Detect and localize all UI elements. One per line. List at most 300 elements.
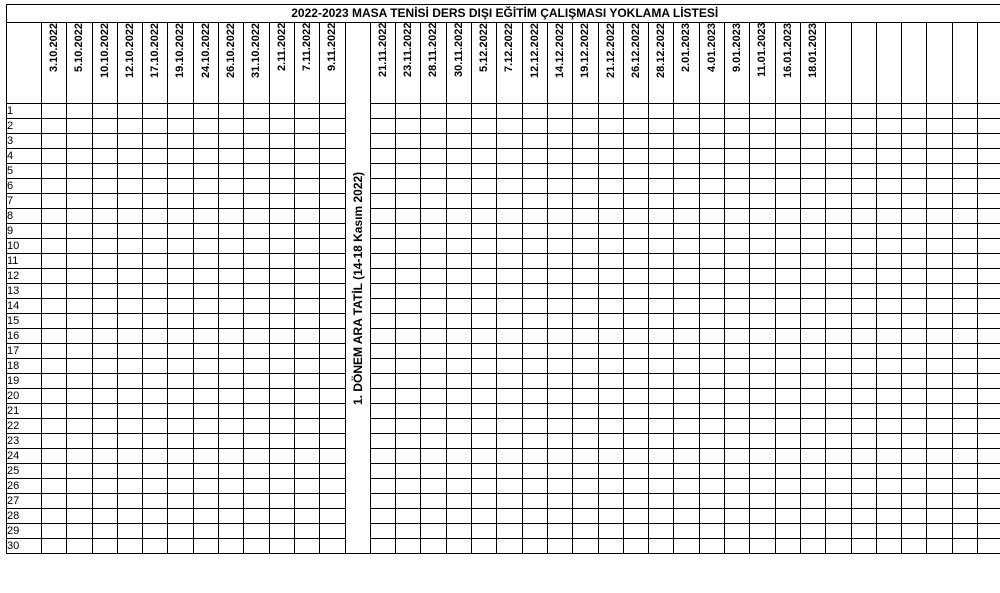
- attendance-cell[interactable]: [219, 449, 244, 464]
- attendance-cell[interactable]: [573, 344, 598, 359]
- attendance-cell[interactable]: [446, 419, 471, 434]
- attendance-cell[interactable]: [699, 374, 724, 389]
- attendance-cell[interactable]: [902, 194, 927, 209]
- attendance-cell[interactable]: [92, 359, 117, 374]
- attendance-cell[interactable]: [623, 389, 648, 404]
- attendance-cell[interactable]: [320, 254, 345, 269]
- attendance-cell[interactable]: [522, 389, 547, 404]
- attendance-cell[interactable]: [851, 104, 876, 119]
- attendance-cell[interactable]: [117, 224, 142, 239]
- attendance-cell[interactable]: [396, 119, 421, 134]
- attendance-cell[interactable]: [244, 134, 269, 149]
- attendance-cell[interactable]: [775, 494, 800, 509]
- attendance-cell[interactable]: [244, 389, 269, 404]
- attendance-cell[interactable]: [573, 359, 598, 374]
- attendance-cell[interactable]: [370, 389, 395, 404]
- attendance-cell[interactable]: [117, 509, 142, 524]
- attendance-cell[interactable]: [952, 284, 977, 299]
- attendance-cell[interactable]: [598, 449, 623, 464]
- attendance-cell[interactable]: [851, 524, 876, 539]
- attendance-cell[interactable]: [42, 149, 67, 164]
- attendance-cell[interactable]: [623, 254, 648, 269]
- attendance-cell[interactable]: [927, 149, 952, 164]
- attendance-cell[interactable]: [952, 269, 977, 284]
- attendance-cell[interactable]: [750, 464, 775, 479]
- attendance-cell[interactable]: [902, 119, 927, 134]
- attendance-cell[interactable]: [320, 134, 345, 149]
- attendance-cell[interactable]: [219, 119, 244, 134]
- attendance-cell[interactable]: [269, 359, 294, 374]
- attendance-cell[interactable]: [547, 269, 572, 284]
- attendance-cell[interactable]: [370, 434, 395, 449]
- attendance-cell[interactable]: [699, 539, 724, 554]
- attendance-cell[interactable]: [421, 524, 446, 539]
- attendance-cell[interactable]: [446, 104, 471, 119]
- attendance-cell[interactable]: [42, 104, 67, 119]
- attendance-cell[interactable]: [851, 149, 876, 164]
- attendance-cell[interactable]: [472, 419, 497, 434]
- attendance-cell[interactable]: [294, 194, 319, 209]
- attendance-cell[interactable]: [117, 419, 142, 434]
- attendance-cell[interactable]: [952, 434, 977, 449]
- attendance-cell[interactable]: [826, 464, 851, 479]
- attendance-cell[interactable]: [168, 299, 193, 314]
- attendance-cell[interactable]: [977, 179, 1000, 194]
- attendance-cell[interactable]: [396, 239, 421, 254]
- attendance-cell[interactable]: [294, 539, 319, 554]
- attendance-cell[interactable]: [294, 209, 319, 224]
- attendance-cell[interactable]: [952, 209, 977, 224]
- attendance-cell[interactable]: [674, 224, 699, 239]
- attendance-cell[interactable]: [826, 449, 851, 464]
- attendance-cell[interactable]: [421, 134, 446, 149]
- attendance-cell[interactable]: [269, 299, 294, 314]
- attendance-cell[interactable]: [42, 404, 67, 419]
- attendance-cell[interactable]: [472, 119, 497, 134]
- attendance-cell[interactable]: [67, 539, 92, 554]
- attendance-cell[interactable]: [699, 524, 724, 539]
- attendance-cell[interactable]: [649, 194, 674, 209]
- attendance-cell[interactable]: [396, 209, 421, 224]
- attendance-cell[interactable]: [876, 494, 901, 509]
- attendance-cell[interactable]: [396, 344, 421, 359]
- attendance-cell[interactable]: [421, 164, 446, 179]
- attendance-cell[interactable]: [168, 464, 193, 479]
- attendance-cell[interactable]: [927, 194, 952, 209]
- attendance-cell[interactable]: [472, 149, 497, 164]
- attendance-cell[interactable]: [42, 179, 67, 194]
- attendance-cell[interactable]: [370, 179, 395, 194]
- attendance-cell[interactable]: [800, 179, 825, 194]
- attendance-cell[interactable]: [92, 344, 117, 359]
- attendance-cell[interactable]: [952, 404, 977, 419]
- attendance-cell[interactable]: [42, 224, 67, 239]
- attendance-cell[interactable]: [143, 224, 168, 239]
- attendance-cell[interactable]: [522, 344, 547, 359]
- attendance-cell[interactable]: [851, 134, 876, 149]
- attendance-cell[interactable]: [977, 284, 1000, 299]
- attendance-cell[interactable]: [294, 449, 319, 464]
- attendance-cell[interactable]: [623, 359, 648, 374]
- attendance-cell[interactable]: [497, 344, 522, 359]
- attendance-cell[interactable]: [573, 284, 598, 299]
- attendance-cell[interactable]: [421, 434, 446, 449]
- attendance-cell[interactable]: [573, 299, 598, 314]
- attendance-cell[interactable]: [269, 194, 294, 209]
- attendance-cell[interactable]: [674, 314, 699, 329]
- attendance-cell[interactable]: [269, 284, 294, 299]
- attendance-cell[interactable]: [446, 314, 471, 329]
- attendance-cell[interactable]: [421, 449, 446, 464]
- attendance-cell[interactable]: [674, 239, 699, 254]
- attendance-cell[interactable]: [674, 539, 699, 554]
- attendance-cell[interactable]: [952, 374, 977, 389]
- attendance-cell[interactable]: [168, 479, 193, 494]
- attendance-cell[interactable]: [244, 284, 269, 299]
- attendance-cell[interactable]: [522, 539, 547, 554]
- attendance-cell[interactable]: [623, 134, 648, 149]
- attendance-cell[interactable]: [269, 389, 294, 404]
- attendance-cell[interactable]: [92, 389, 117, 404]
- attendance-cell[interactable]: [421, 239, 446, 254]
- attendance-cell[interactable]: [42, 269, 67, 284]
- attendance-cell[interactable]: [876, 404, 901, 419]
- attendance-cell[interactable]: [67, 224, 92, 239]
- attendance-cell[interactable]: [902, 164, 927, 179]
- attendance-cell[interactable]: [750, 284, 775, 299]
- attendance-cell[interactable]: [902, 464, 927, 479]
- attendance-cell[interactable]: [800, 419, 825, 434]
- attendance-cell[interactable]: [244, 539, 269, 554]
- attendance-cell[interactable]: [269, 464, 294, 479]
- attendance-cell[interactable]: [826, 434, 851, 449]
- attendance-cell[interactable]: [826, 239, 851, 254]
- attendance-cell[interactable]: [826, 299, 851, 314]
- attendance-cell[interactable]: [320, 389, 345, 404]
- attendance-cell[interactable]: [725, 254, 750, 269]
- attendance-cell[interactable]: [547, 494, 572, 509]
- attendance-cell[interactable]: [775, 209, 800, 224]
- attendance-cell[interactable]: [598, 404, 623, 419]
- attendance-cell[interactable]: [876, 374, 901, 389]
- attendance-cell[interactable]: [952, 239, 977, 254]
- attendance-cell[interactable]: [775, 149, 800, 164]
- attendance-cell[interactable]: [244, 239, 269, 254]
- attendance-cell[interactable]: [547, 239, 572, 254]
- attendance-cell[interactable]: [952, 224, 977, 239]
- attendance-cell[interactable]: [725, 239, 750, 254]
- attendance-cell[interactable]: [370, 494, 395, 509]
- attendance-cell[interactable]: [902, 269, 927, 284]
- attendance-cell[interactable]: [598, 539, 623, 554]
- attendance-cell[interactable]: [598, 254, 623, 269]
- attendance-cell[interactable]: [396, 254, 421, 269]
- attendance-cell[interactable]: [547, 479, 572, 494]
- attendance-cell[interactable]: [396, 374, 421, 389]
- attendance-cell[interactable]: [649, 254, 674, 269]
- attendance-cell[interactable]: [623, 104, 648, 119]
- attendance-cell[interactable]: [143, 134, 168, 149]
- attendance-cell[interactable]: [421, 374, 446, 389]
- attendance-cell[interactable]: [699, 479, 724, 494]
- attendance-cell[interactable]: [775, 344, 800, 359]
- attendance-cell[interactable]: [977, 494, 1000, 509]
- attendance-cell[interactable]: [497, 329, 522, 344]
- attendance-cell[interactable]: [497, 464, 522, 479]
- attendance-cell[interactable]: [396, 224, 421, 239]
- attendance-cell[interactable]: [699, 389, 724, 404]
- attendance-cell[interactable]: [598, 119, 623, 134]
- attendance-cell[interactable]: [446, 404, 471, 419]
- attendance-cell[interactable]: [219, 254, 244, 269]
- attendance-cell[interactable]: [396, 194, 421, 209]
- attendance-cell[interactable]: [522, 164, 547, 179]
- attendance-cell[interactable]: [952, 299, 977, 314]
- attendance-cell[interactable]: [67, 419, 92, 434]
- attendance-cell[interactable]: [396, 539, 421, 554]
- attendance-cell[interactable]: [497, 104, 522, 119]
- attendance-cell[interactable]: [421, 269, 446, 284]
- attendance-cell[interactable]: [674, 329, 699, 344]
- attendance-cell[interactable]: [725, 224, 750, 239]
- attendance-cell[interactable]: [294, 254, 319, 269]
- attendance-cell[interactable]: [826, 524, 851, 539]
- attendance-cell[interactable]: [826, 284, 851, 299]
- attendance-cell[interactable]: [320, 104, 345, 119]
- attendance-cell[interactable]: [775, 479, 800, 494]
- attendance-cell[interactable]: [396, 524, 421, 539]
- attendance-cell[interactable]: [725, 464, 750, 479]
- attendance-cell[interactable]: [623, 314, 648, 329]
- attendance-cell[interactable]: [750, 479, 775, 494]
- attendance-cell[interactable]: [927, 314, 952, 329]
- attendance-cell[interactable]: [370, 344, 395, 359]
- attendance-cell[interactable]: [725, 119, 750, 134]
- attendance-cell[interactable]: [219, 284, 244, 299]
- attendance-cell[interactable]: [876, 359, 901, 374]
- attendance-cell[interactable]: [851, 539, 876, 554]
- attendance-cell[interactable]: [42, 329, 67, 344]
- attendance-cell[interactable]: [573, 254, 598, 269]
- attendance-cell[interactable]: [370, 539, 395, 554]
- attendance-cell[interactable]: [67, 179, 92, 194]
- attendance-cell[interactable]: [547, 524, 572, 539]
- attendance-cell[interactable]: [800, 509, 825, 524]
- attendance-cell[interactable]: [117, 284, 142, 299]
- attendance-cell[interactable]: [573, 314, 598, 329]
- attendance-cell[interactable]: [649, 149, 674, 164]
- attendance-cell[interactable]: [598, 329, 623, 344]
- attendance-cell[interactable]: [42, 539, 67, 554]
- attendance-cell[interactable]: [446, 134, 471, 149]
- attendance-cell[interactable]: [573, 149, 598, 164]
- attendance-cell[interactable]: [674, 179, 699, 194]
- attendance-cell[interactable]: [623, 119, 648, 134]
- attendance-cell[interactable]: [800, 359, 825, 374]
- attendance-cell[interactable]: [244, 194, 269, 209]
- attendance-cell[interactable]: [42, 284, 67, 299]
- attendance-cell[interactable]: [977, 149, 1000, 164]
- attendance-cell[interactable]: [750, 134, 775, 149]
- attendance-cell[interactable]: [370, 329, 395, 344]
- attendance-cell[interactable]: [826, 404, 851, 419]
- attendance-cell[interactable]: [117, 449, 142, 464]
- attendance-cell[interactable]: [699, 179, 724, 194]
- attendance-cell[interactable]: [649, 509, 674, 524]
- attendance-cell[interactable]: [547, 104, 572, 119]
- attendance-cell[interactable]: [699, 494, 724, 509]
- attendance-cell[interactable]: [92, 299, 117, 314]
- attendance-cell[interactable]: [623, 494, 648, 509]
- attendance-cell[interactable]: [598, 464, 623, 479]
- attendance-cell[interactable]: [623, 179, 648, 194]
- attendance-cell[interactable]: [800, 494, 825, 509]
- attendance-cell[interactable]: [294, 104, 319, 119]
- attendance-cell[interactable]: [547, 314, 572, 329]
- attendance-cell[interactable]: [320, 269, 345, 284]
- attendance-cell[interactable]: [725, 194, 750, 209]
- attendance-cell[interactable]: [902, 254, 927, 269]
- attendance-cell[interactable]: [446, 239, 471, 254]
- attendance-cell[interactable]: [421, 404, 446, 419]
- attendance-cell[interactable]: [725, 539, 750, 554]
- attendance-cell[interactable]: [219, 209, 244, 224]
- attendance-cell[interactable]: [775, 524, 800, 539]
- attendance-cell[interactable]: [472, 194, 497, 209]
- attendance-cell[interactable]: [421, 254, 446, 269]
- attendance-cell[interactable]: [396, 449, 421, 464]
- attendance-cell[interactable]: [143, 509, 168, 524]
- attendance-cell[interactable]: [219, 104, 244, 119]
- attendance-cell[interactable]: [294, 404, 319, 419]
- attendance-cell[interactable]: [902, 434, 927, 449]
- attendance-cell[interactable]: [472, 239, 497, 254]
- attendance-cell[interactable]: [699, 209, 724, 224]
- attendance-cell[interactable]: [699, 359, 724, 374]
- attendance-cell[interactable]: [92, 509, 117, 524]
- attendance-cell[interactable]: [902, 539, 927, 554]
- attendance-cell[interactable]: [42, 524, 67, 539]
- attendance-cell[interactable]: [67, 149, 92, 164]
- attendance-cell[interactable]: [952, 149, 977, 164]
- attendance-cell[interactable]: [42, 194, 67, 209]
- attendance-cell[interactable]: [699, 239, 724, 254]
- attendance-cell[interactable]: [623, 479, 648, 494]
- attendance-cell[interactable]: [623, 284, 648, 299]
- attendance-cell[interactable]: [649, 449, 674, 464]
- attendance-cell[interactable]: [472, 314, 497, 329]
- attendance-cell[interactable]: [598, 434, 623, 449]
- attendance-cell[interactable]: [750, 389, 775, 404]
- attendance-cell[interactable]: [370, 194, 395, 209]
- attendance-cell[interactable]: [649, 209, 674, 224]
- attendance-cell[interactable]: [269, 254, 294, 269]
- attendance-cell[interactable]: [547, 194, 572, 209]
- attendance-cell[interactable]: [244, 149, 269, 164]
- attendance-cell[interactable]: [446, 269, 471, 284]
- attendance-cell[interactable]: [977, 359, 1000, 374]
- attendance-cell[interactable]: [497, 404, 522, 419]
- attendance-cell[interactable]: [92, 419, 117, 434]
- attendance-cell[interactable]: [396, 134, 421, 149]
- attendance-cell[interactable]: [472, 224, 497, 239]
- attendance-cell[interactable]: [725, 404, 750, 419]
- attendance-cell[interactable]: [497, 449, 522, 464]
- attendance-cell[interactable]: [674, 389, 699, 404]
- attendance-cell[interactable]: [927, 449, 952, 464]
- attendance-cell[interactable]: [294, 509, 319, 524]
- attendance-cell[interactable]: [725, 389, 750, 404]
- attendance-cell[interactable]: [977, 194, 1000, 209]
- attendance-cell[interactable]: [370, 284, 395, 299]
- attendance-cell[interactable]: [67, 104, 92, 119]
- attendance-cell[interactable]: [775, 509, 800, 524]
- attendance-cell[interactable]: [168, 404, 193, 419]
- attendance-cell[interactable]: [168, 224, 193, 239]
- attendance-cell[interactable]: [800, 344, 825, 359]
- attendance-cell[interactable]: [699, 254, 724, 269]
- attendance-cell[interactable]: [623, 344, 648, 359]
- attendance-cell[interactable]: [320, 494, 345, 509]
- attendance-cell[interactable]: [699, 449, 724, 464]
- attendance-cell[interactable]: [497, 479, 522, 494]
- attendance-cell[interactable]: [294, 329, 319, 344]
- attendance-cell[interactable]: [649, 119, 674, 134]
- attendance-cell[interactable]: [92, 149, 117, 164]
- attendance-cell[interactable]: [573, 494, 598, 509]
- attendance-cell[interactable]: [193, 104, 218, 119]
- attendance-cell[interactable]: [674, 419, 699, 434]
- attendance-cell[interactable]: [244, 314, 269, 329]
- attendance-cell[interactable]: [42, 509, 67, 524]
- attendance-cell[interactable]: [472, 464, 497, 479]
- attendance-cell[interactable]: [168, 284, 193, 299]
- attendance-cell[interactable]: [800, 194, 825, 209]
- attendance-cell[interactable]: [775, 374, 800, 389]
- attendance-cell[interactable]: [573, 224, 598, 239]
- attendance-cell[interactable]: [67, 299, 92, 314]
- attendance-cell[interactable]: [42, 494, 67, 509]
- attendance-cell[interactable]: [117, 314, 142, 329]
- attendance-cell[interactable]: [876, 434, 901, 449]
- attendance-cell[interactable]: [244, 359, 269, 374]
- attendance-cell[interactable]: [446, 254, 471, 269]
- attendance-cell[interactable]: [573, 509, 598, 524]
- attendance-cell[interactable]: [497, 494, 522, 509]
- attendance-cell[interactable]: [117, 149, 142, 164]
- attendance-cell[interactable]: [598, 299, 623, 314]
- attendance-cell[interactable]: [117, 389, 142, 404]
- attendance-cell[interactable]: [649, 134, 674, 149]
- attendance-cell[interactable]: [193, 464, 218, 479]
- attendance-cell[interactable]: [623, 404, 648, 419]
- attendance-cell[interactable]: [168, 344, 193, 359]
- attendance-cell[interactable]: [42, 419, 67, 434]
- attendance-cell[interactable]: [497, 269, 522, 284]
- attendance-cell[interactable]: [547, 539, 572, 554]
- attendance-cell[interactable]: [421, 464, 446, 479]
- attendance-cell[interactable]: [699, 314, 724, 329]
- attendance-cell[interactable]: [117, 209, 142, 224]
- attendance-cell[interactable]: [977, 389, 1000, 404]
- attendance-cell[interactable]: [193, 284, 218, 299]
- attendance-cell[interactable]: [902, 239, 927, 254]
- attendance-cell[interactable]: [800, 254, 825, 269]
- attendance-cell[interactable]: [826, 509, 851, 524]
- attendance-cell[interactable]: [598, 314, 623, 329]
- attendance-cell[interactable]: [699, 464, 724, 479]
- attendance-cell[interactable]: [320, 224, 345, 239]
